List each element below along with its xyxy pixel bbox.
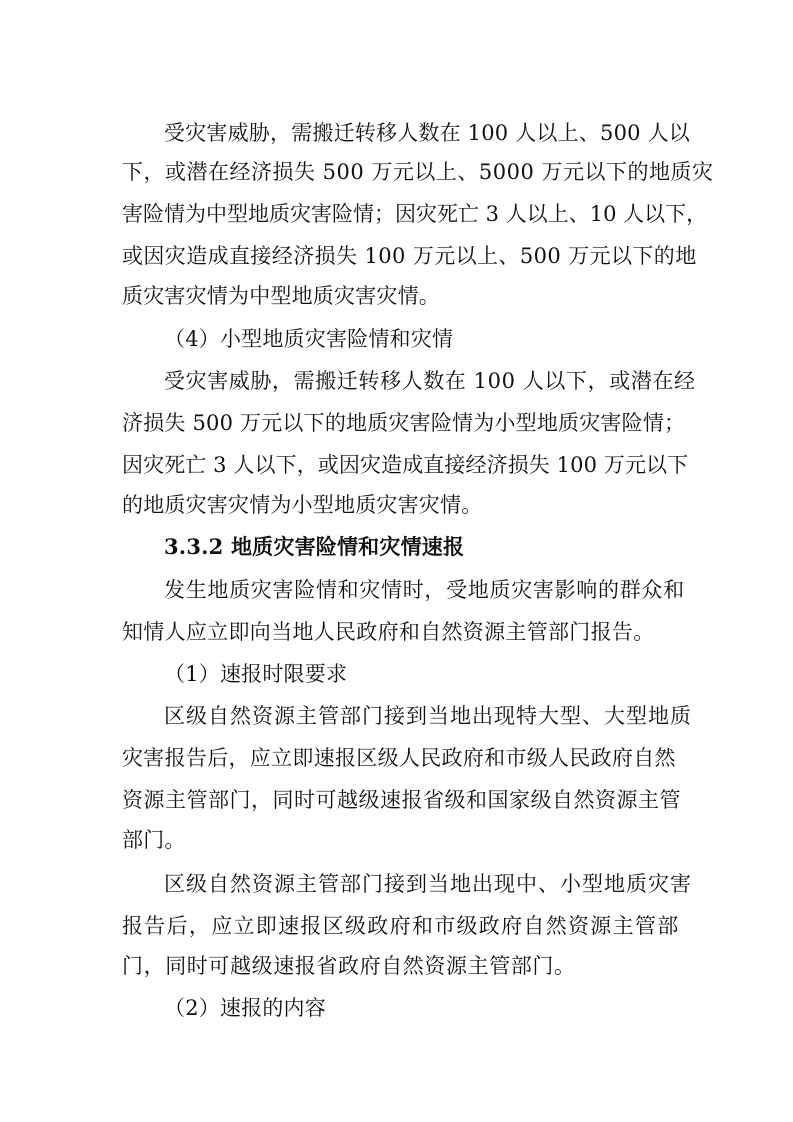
paragraph-line: 报告后，应立即速报区级政府和市级政府自然资源主管部 [122, 914, 680, 938]
subsection-heading: （2）速报的内容 [164, 996, 326, 1020]
paragraph-line: 济损失 500 万元以下的地质灾害险情为小型地质灾害险情； [122, 411, 686, 435]
section-heading: 3.3.2 地质灾害险情和灾情速报 [164, 534, 465, 559]
subsection-heading: （4）小型地质灾害险情和灾情 [164, 327, 454, 351]
paragraph-line: 发生地质灾害险情和灾情时，受地质灾害影响的群众和 [164, 578, 685, 602]
paragraph-line: 害险情为中型地质灾害险情；因灾死亡 3 人以上、10 人以下， [122, 202, 708, 226]
paragraph-line: 下，或潜在经济损失 500 万元以上、5000 万元以下的地质灾 [122, 160, 714, 184]
paragraph-line: 质灾害灾情为中型地质灾害灾情。 [122, 284, 440, 308]
paragraph-line: 区级自然资源主管部门接到当地出现中、小型地质灾害 [164, 872, 692, 896]
paragraph-line: 门，同时可越级速报省政府自然资源主管部门。 [122, 954, 576, 978]
paragraph-line: 区级自然资源主管部门接到当地出现特大型、大型地质 [164, 704, 692, 728]
paragraph-line: 受灾害威胁，需搬迁转移人数在 100 人以下，或潜在经 [164, 369, 696, 393]
paragraph-line: 因灾死亡 3 人以下，或因灾造成直接经济损失 100 万元以下 [122, 453, 689, 477]
paragraph-line: 资源主管部门，同时可越级速报省级和国家级自然资源主管 [122, 788, 681, 812]
paragraph-line: 部门。 [122, 828, 186, 852]
paragraph-line: 灾害报告后，应立即速报区级人民政府和市级人民政府自然 [122, 746, 676, 770]
paragraph-line: 或因灾造成直接经济损失 100 万元以上、500 万元以下的地 [122, 244, 697, 268]
paragraph-line: 的地质灾害灾情为小型地质灾害灾情。 [122, 493, 483, 517]
paragraph-line: 知情人应立即向当地人民政府和自然资源主管部门报告。 [122, 620, 655, 644]
paragraph-line: 受灾害威胁，需搬迁转移人数在 100 人以上、500 人以 [164, 121, 690, 145]
subsection-heading: （1）速报时限要求 [164, 662, 348, 686]
